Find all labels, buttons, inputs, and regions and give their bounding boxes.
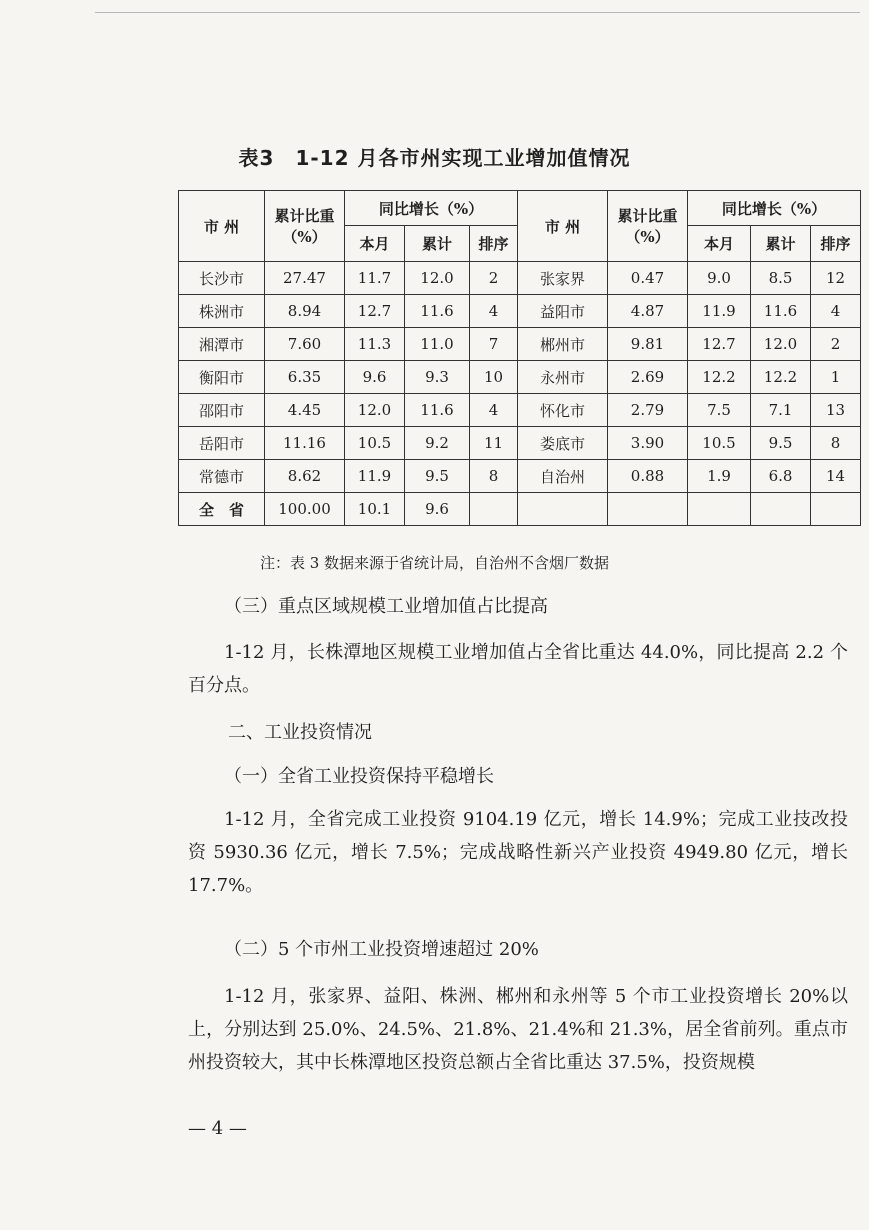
- cell-month: 9.6: [345, 361, 405, 394]
- cell-share: 4.87: [608, 295, 688, 328]
- table-row-total: [179, 493, 861, 526]
- table-row: [179, 427, 861, 460]
- table-row: [179, 394, 861, 427]
- cell-cumulative: 9.5: [405, 460, 470, 493]
- header-growth-2: 同比增长（%）: [688, 191, 861, 226]
- page-number: — 4 —: [188, 1118, 247, 1139]
- cell-rank: 13: [811, 394, 861, 427]
- cell-cumulative: 9.6: [405, 493, 470, 526]
- cell-cumulative: 12.0: [751, 328, 811, 361]
- cell-city: 湘潭市: [179, 328, 265, 361]
- cell-empty: [608, 493, 688, 526]
- cell-cumulative: 11.6: [751, 295, 811, 328]
- cell-month: 12.7: [688, 328, 751, 361]
- cell-rank: 14: [811, 460, 861, 493]
- cell-month: 12.2: [688, 361, 751, 394]
- table-row: [179, 328, 861, 361]
- cell-rank: 4: [470, 394, 518, 427]
- cell-city: 张家界: [518, 262, 608, 295]
- cell-empty: [518, 493, 608, 526]
- industrial-value-table: [178, 190, 861, 526]
- table-title: 表3 1-12 月各市州实现工业增加值情况: [238, 146, 631, 170]
- header-rank-2: 排序: [811, 226, 861, 262]
- cell-rank: 11: [470, 427, 518, 460]
- cell-cumulative: 9.3: [405, 361, 470, 394]
- header-rank: 排序: [470, 226, 518, 262]
- cell-share: 9.81: [608, 328, 688, 361]
- cell-empty: [811, 493, 861, 526]
- cell-city: 常德市: [179, 460, 265, 493]
- header-cumulative: 累计: [405, 226, 470, 262]
- cell-share: 27.47: [265, 262, 345, 295]
- cell-month: 9.0: [688, 262, 751, 295]
- cell-cumulative: 11.0: [405, 328, 470, 361]
- header-cumulative-2: 累计: [751, 226, 811, 262]
- header-month: 本月: [345, 226, 405, 262]
- cell-city: 邵阳市: [179, 394, 265, 427]
- cell-share: 2.69: [608, 361, 688, 394]
- paragraph-region-share: 1-12 月，长株潭地区规模工业增加值占全省比重达 44.0%，同比提高 2.2 个百分点。: [188, 642, 848, 696]
- cell-rank: 12: [811, 262, 861, 295]
- cell-city: 长沙市: [179, 262, 265, 295]
- cell-month: 1.9: [688, 460, 751, 493]
- cell-month: 10.5: [345, 427, 405, 460]
- cell-share: 6.35: [265, 361, 345, 394]
- cell-cumulative: 9.2: [405, 427, 470, 460]
- cell-cumulative: 7.1: [751, 394, 811, 427]
- table-row: [179, 262, 861, 295]
- cell-rank: 4: [811, 295, 861, 328]
- table-row: [179, 460, 861, 493]
- section-heading-3: （三）重点区域规模工业增加值占比提高: [224, 596, 548, 617]
- cell-cumulative: 6.8: [751, 460, 811, 493]
- header-share-2: 累计比重（%）: [608, 191, 688, 262]
- section-heading-investment-2: （二）5 个市州工业投资增速超过 20%: [224, 939, 539, 960]
- cell-month: 11.9: [688, 295, 751, 328]
- cell-share: 0.88: [608, 460, 688, 493]
- cell-month: 11.9: [345, 460, 405, 493]
- cell-city: 衡阳市: [179, 361, 265, 394]
- cell-month: 12.7: [345, 295, 405, 328]
- section-heading-investment-1: （一）全省工业投资保持平稳增长: [224, 766, 494, 787]
- table-row: [179, 295, 861, 328]
- cell-rank: 4: [470, 295, 518, 328]
- header-city: 市 州: [179, 191, 265, 262]
- cell-share: 4.45: [265, 394, 345, 427]
- cell-city: 郴州市: [518, 328, 608, 361]
- cell-cumulative: 11.6: [405, 295, 470, 328]
- cell-share: 100.00: [265, 493, 345, 526]
- header-share: 累计比重（%）: [265, 191, 345, 262]
- cell-city: 岳阳市: [179, 427, 265, 460]
- cell-month: 11.3: [345, 328, 405, 361]
- paragraph-investment-1: 1-12 月，全省完成工业投资 9104.19 亿元，增长 14.9%；完成工业技改投资 5930.36 亿元，增长 7.5%；完成战略性新兴产业投资 4949.80 亿元，增长 17.7%。: [188, 809, 848, 896]
- cell-city: 怀化市: [518, 394, 608, 427]
- cell-share: 8.94: [265, 295, 345, 328]
- cell-month: 10.1: [345, 493, 405, 526]
- cell-month: 12.0: [345, 394, 405, 427]
- cell-share: 2.79: [608, 394, 688, 427]
- header-city-2: 市 州: [518, 191, 608, 262]
- cell-share: 7.60: [265, 328, 345, 361]
- cell-empty: [470, 493, 518, 526]
- cell-rank: 2: [470, 262, 518, 295]
- cell-cumulative: 12.0: [405, 262, 470, 295]
- cell-month: 11.7: [345, 262, 405, 295]
- section-heading-investment: 二、工业投资情况: [228, 722, 372, 743]
- cell-city: 自治州: [518, 460, 608, 493]
- paragraph-investment-2: 1-12 月，张家界、益阳、株洲、郴州和永州等 5 个市工业投资增长 20%以上，分别达到 25.0%、24.5%、21.8%、21.4%和 21.3%，居全省前列。重点市州投资较大，其中长株潭地区投资总额占全省比重达 37.5%，投资规模: [188, 986, 848, 1073]
- cell-cumulative: 12.2: [751, 361, 811, 394]
- cell-city: 娄底市: [518, 427, 608, 460]
- cell-cumulative: 9.5: [751, 427, 811, 460]
- cell-month: 7.5: [688, 394, 751, 427]
- cell-rank: 7: [470, 328, 518, 361]
- cell-city: 永州市: [518, 361, 608, 394]
- header-month-2: 本月: [688, 226, 751, 262]
- cell-rank: 2: [811, 328, 861, 361]
- cell-rank: 8: [811, 427, 861, 460]
- cell-cumulative: 8.5: [751, 262, 811, 295]
- cell-empty: [688, 493, 751, 526]
- cell-city: 株洲市: [179, 295, 265, 328]
- cell-rank: 8: [470, 460, 518, 493]
- cell-share: 0.47: [608, 262, 688, 295]
- cell-share: 8.62: [265, 460, 345, 493]
- header-growth: 同比增长（%）: [345, 191, 518, 226]
- cell-empty: [751, 493, 811, 526]
- cell-rank: 1: [811, 361, 861, 394]
- cell-city: 全 省: [179, 493, 265, 526]
- table-note: 注：表 3 数据来源于省统计局，自治州不含烟厂数据: [259, 554, 610, 572]
- cell-city: 益阳市: [518, 295, 608, 328]
- table-row: [179, 361, 861, 394]
- cell-rank: 10: [470, 361, 518, 394]
- cell-cumulative: 11.6: [405, 394, 470, 427]
- cell-month: 10.5: [688, 427, 751, 460]
- cell-share: 3.90: [608, 427, 688, 460]
- page-top-rule: [95, 12, 860, 13]
- cell-share: 11.16: [265, 427, 345, 460]
